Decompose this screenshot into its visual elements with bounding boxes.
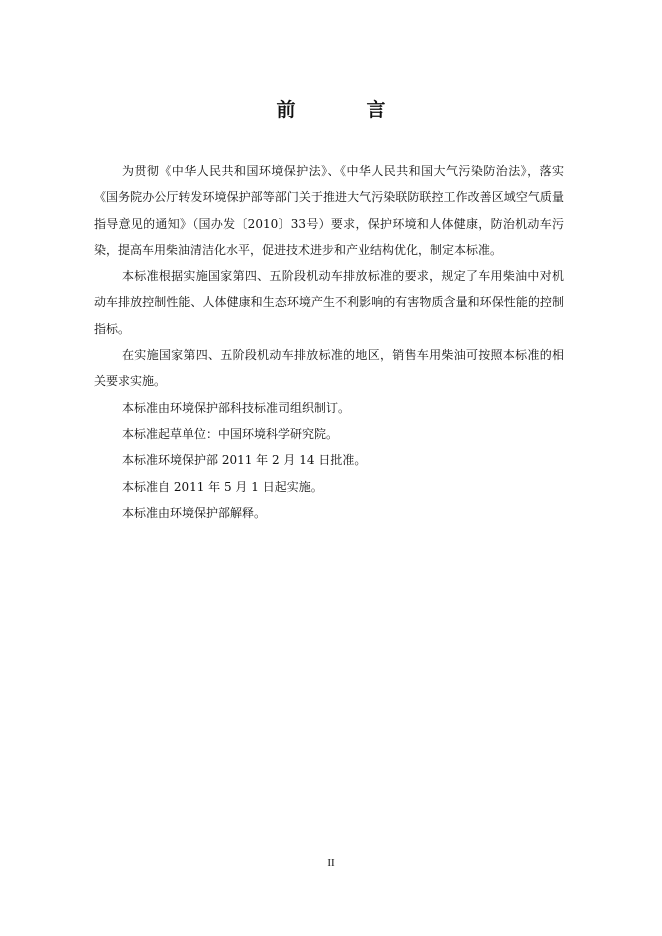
paragraph-scope: 本标准根据实施国家第四、五阶段机动车排放标准的要求，规定了车用柴油中对机动车排放控制性能、人体健康和生态环境产生不利影响的有害物质含量和环保性能的控制指标。	[94, 269, 564, 336]
paragraph-interpretation: 本标准由环境保护部解释。	[122, 505, 267, 520]
page-number: II	[327, 857, 335, 869]
preface-body	[94, 158, 564, 526]
paragraph-effective-date: 本标准自 2011 年 5 月 1 日起实施。	[122, 479, 323, 494]
paragraph-approval-date: 本标准环境保护部 2011 年 2 月 14 日批准。	[122, 453, 367, 468]
paragraph-organizer: 本标准由环境保护部科技标准司组织制订。	[122, 400, 351, 415]
paragraph-drafting-unit: 本标准起草单位：中国环境科学研究院。	[122, 426, 339, 441]
paragraph-application: 在实施国家第四、五阶段机动车排放标准的地区，销售车用柴油可按照本标准的相关要求实施。	[94, 348, 564, 389]
page-title: 前 言	[276, 99, 412, 121]
paragraph-purpose: 为贯彻《中华人民共和国环境保护法》、《中华人民共和国大气污染防治法》，落实《国务院办公厅转发环境保护部等部门关于推进大气污染联防联控工作改善区域空气质量指导意见的通知》（国办发〔2010〕33号）要求，保护环境和人体健康，防治机动车污染，提高车用柴油清洁化水平，促进技术进步和产业结构优化，制定本标准。	[94, 164, 564, 257]
